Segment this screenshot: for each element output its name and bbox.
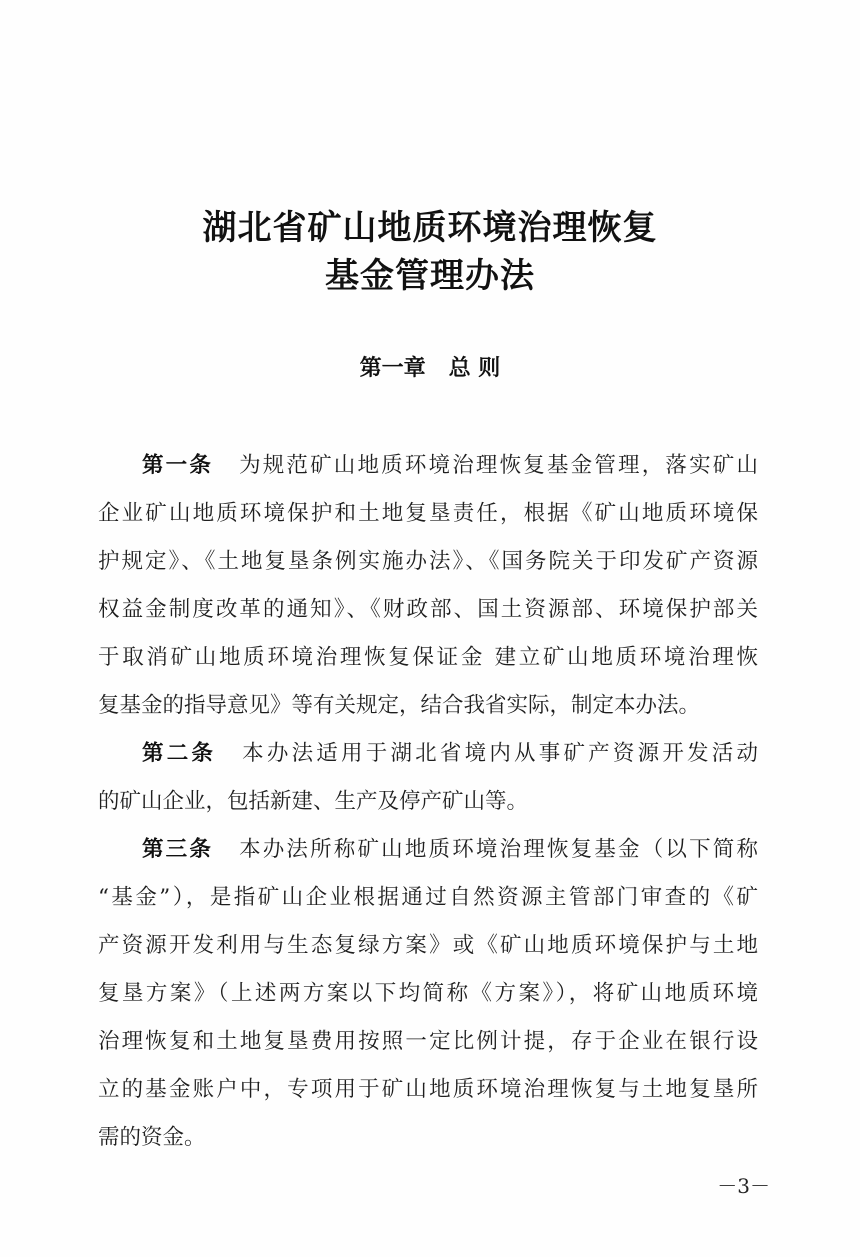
article-3-line-4: 复垦方案》（上述两方案以下均简称《方案》），将矿山地质环境 [98, 981, 758, 1006]
article-2-text: 本办法适用于湖北省境内从事矿产资源开发活动 [242, 741, 758, 766]
article-2-line-2: 的矿山企业，包括新建、生产及停产矿山等。 [98, 789, 529, 814]
article-3-line-2: “基金”），是指矿山企业根据通过自然资源主管部门审查的《矿 [98, 885, 758, 910]
document-title-line-2: 基金管理办法 [325, 256, 535, 296]
article-2-label: 第二条 [142, 741, 217, 766]
article-3-text: 本办法所称矿山地质环境治理恢复基金（以下简称 [239, 837, 758, 862]
chapter-heading: 第一章 总 则 [359, 356, 501, 381]
article-3-line-3: 产资源开发利用与生态复绿方案》或《矿山地质环境保护与土地 [98, 933, 758, 958]
document-title-line-1: 湖北省矿山地质环境治理恢复 [202, 208, 658, 248]
article-1-line-6: 复基金的指导意见》等有关规定，结合我省实际，制定本办法。 [98, 693, 701, 718]
article-3-line-1 [98, 826, 758, 874]
document-body [98, 442, 758, 1162]
article-1-line-2: 企业矿山地质环境保护和土地复垦责任，根据《矿山地质环境保 [98, 501, 758, 526]
article-3-line-6: 立的基金账户中，专项用于矿山地质环境治理恢复与土地复垦所 [98, 1077, 758, 1102]
article-1-line-3: 护规定》、《土地复垦条例实施办法》、《国务院关于印发矿产资源 [98, 549, 758, 574]
article-1-line-5: 于取消矿山地质环境治理恢复保证金 建立矿山地质环境治理恢 [98, 645, 758, 670]
article-3-line-7: 需的资金。 [98, 1125, 206, 1150]
article-1-line-1 [98, 442, 758, 490]
page-number: －3－ [717, 1174, 770, 1198]
article-3-line-5: 治理恢复和土地复垦费用按照一定比例计提，存于企业在银行设 [98, 1029, 758, 1054]
article-1-line-4: 权益金制度改革的通知》、《财政部、国土资源部、环境保护部关 [98, 597, 758, 622]
article-1-text: 为规范矿山地质环境治理恢复基金管理，落实矿山 [239, 453, 758, 478]
article-2-line-1 [98, 730, 758, 778]
article-1-label: 第一条 [142, 453, 214, 478]
article-3-label: 第三条 [142, 837, 214, 862]
